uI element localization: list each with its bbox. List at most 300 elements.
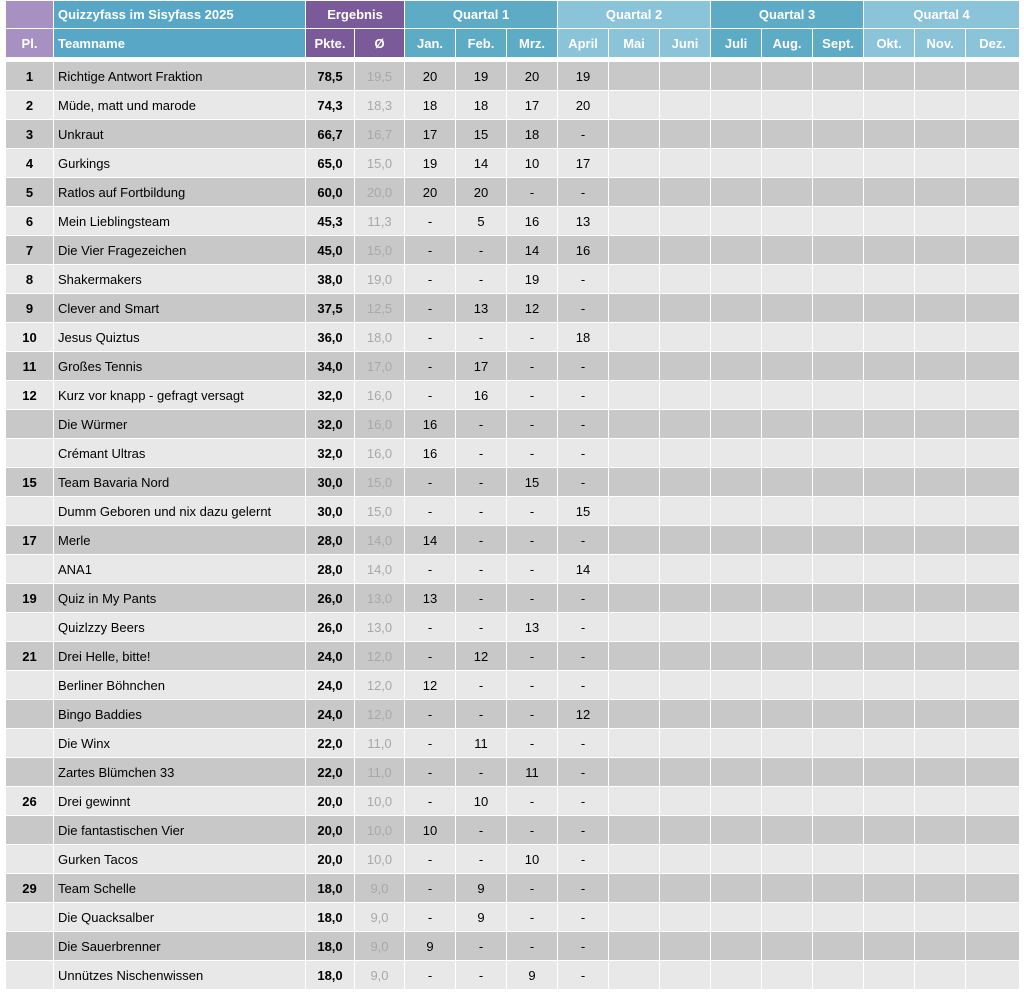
month-score-cell[interactable] [609, 265, 660, 294]
place-cell[interactable] [6, 816, 54, 845]
month-score-cell[interactable] [813, 149, 864, 178]
month-score-cell[interactable] [762, 932, 813, 961]
month-score-cell[interactable] [660, 265, 711, 294]
month-score-cell[interactable] [915, 294, 966, 323]
month-score-cell[interactable] [966, 265, 1020, 294]
month-score-cell[interactable]: - [456, 584, 507, 613]
month-score-cell[interactable]: - [405, 236, 456, 265]
month-score-cell[interactable] [966, 758, 1020, 787]
month-score-cell[interactable]: - [558, 526, 609, 555]
month-score-cell[interactable] [813, 700, 864, 729]
month-score-cell[interactable] [609, 787, 660, 816]
team-name-cell[interactable]: Crémant Ultras [54, 439, 306, 468]
month-score-cell[interactable]: - [456, 932, 507, 961]
month-score-cell[interactable] [762, 729, 813, 758]
average-cell[interactable]: 10,0 [355, 816, 405, 845]
month-score-cell[interactable] [813, 729, 864, 758]
month-score-cell[interactable] [609, 816, 660, 845]
month-score-cell[interactable] [762, 787, 813, 816]
month-score-cell[interactable] [915, 497, 966, 526]
month-score-cell[interactable] [813, 584, 864, 613]
month-score-cell[interactable]: 19 [405, 149, 456, 178]
month-score-cell[interactable]: - [558, 845, 609, 874]
month-score-cell[interactable] [711, 613, 762, 642]
month-score-cell[interactable]: - [558, 816, 609, 845]
month-score-cell[interactable]: 11 [507, 758, 558, 787]
month-score-cell[interactable] [609, 178, 660, 207]
month-score-cell[interactable] [660, 439, 711, 468]
month-score-cell[interactable]: - [558, 468, 609, 497]
place-cell[interactable] [6, 700, 54, 729]
place-cell[interactable] [6, 439, 54, 468]
month-score-cell[interactable]: - [507, 323, 558, 352]
month-score-cell[interactable] [864, 265, 915, 294]
month-score-cell[interactable]: - [507, 787, 558, 816]
month-score-cell[interactable]: - [558, 874, 609, 903]
month-score-cell[interactable] [711, 236, 762, 265]
month-score-cell[interactable]: 15 [456, 120, 507, 149]
month-score-cell[interactable]: 12 [558, 700, 609, 729]
month-score-cell[interactable] [711, 932, 762, 961]
month-score-cell[interactable]: 14 [507, 236, 558, 265]
table-row[interactable] [6, 816, 1020, 845]
month-score-cell[interactable] [762, 149, 813, 178]
month-score-cell[interactable] [609, 207, 660, 236]
place-cell[interactable]: 29 [6, 874, 54, 903]
month-score-cell[interactable] [813, 91, 864, 120]
month-score-cell[interactable] [762, 294, 813, 323]
month-score-cell[interactable] [813, 874, 864, 903]
month-score-cell[interactable]: 18 [558, 323, 609, 352]
month-score-cell[interactable] [864, 642, 915, 671]
month-score-cell[interactable] [609, 671, 660, 700]
table-row[interactable] [6, 352, 1020, 381]
month-score-cell[interactable] [864, 613, 915, 642]
table-row[interactable] [6, 120, 1020, 149]
points-cell[interactable]: 78,5 [306, 62, 355, 91]
month-score-cell[interactable] [864, 410, 915, 439]
month-score-cell[interactable] [609, 642, 660, 671]
month-score-cell[interactable] [966, 787, 1020, 816]
month-score-cell[interactable] [609, 381, 660, 410]
month-score-cell[interactable]: 19 [456, 62, 507, 91]
month-score-cell[interactable] [864, 497, 915, 526]
average-cell[interactable]: 20,0 [355, 178, 405, 207]
month-score-cell[interactable] [660, 874, 711, 903]
month-score-cell[interactable] [813, 903, 864, 932]
month-score-cell[interactable] [813, 294, 864, 323]
month-score-cell[interactable] [711, 149, 762, 178]
month-score-cell[interactable]: - [405, 729, 456, 758]
month-score-cell[interactable]: 9 [405, 932, 456, 961]
month-score-cell[interactable] [609, 613, 660, 642]
month-score-cell[interactable] [813, 323, 864, 352]
month-score-cell[interactable] [762, 468, 813, 497]
points-cell[interactable]: 32,0 [306, 410, 355, 439]
month-score-cell[interactable] [966, 729, 1020, 758]
team-name-cell[interactable]: Drei Helle, bitte! [54, 642, 306, 671]
average-cell[interactable]: 12,0 [355, 642, 405, 671]
month-score-cell[interactable]: 15 [558, 497, 609, 526]
month-score-cell[interactable] [864, 439, 915, 468]
table-row[interactable] [6, 729, 1020, 758]
month-score-cell[interactable] [813, 932, 864, 961]
points-cell[interactable]: 26,0 [306, 613, 355, 642]
team-name-cell[interactable]: Die fantastischen Vier [54, 816, 306, 845]
team-name-cell[interactable]: Großes Tennis [54, 352, 306, 381]
table-row[interactable] [6, 236, 1020, 265]
month-score-cell[interactable] [915, 62, 966, 91]
team-name-cell[interactable]: Die Sauerbrenner [54, 932, 306, 961]
place-cell[interactable]: 1 [6, 62, 54, 91]
points-cell[interactable]: 18,0 [306, 903, 355, 932]
month-score-cell[interactable]: 9 [456, 874, 507, 903]
month-score-cell[interactable] [762, 874, 813, 903]
month-score-cell[interactable] [711, 526, 762, 555]
month-score-cell[interactable]: - [507, 903, 558, 932]
month-score-cell[interactable] [660, 845, 711, 874]
average-cell[interactable]: 9,0 [355, 961, 405, 990]
month-score-cell[interactable]: - [558, 410, 609, 439]
points-cell[interactable]: 26,0 [306, 584, 355, 613]
month-score-cell[interactable] [864, 729, 915, 758]
table-row[interactable] [6, 439, 1020, 468]
month-score-cell[interactable] [915, 613, 966, 642]
month-score-cell[interactable] [813, 671, 864, 700]
month-score-cell[interactable] [966, 497, 1020, 526]
month-score-cell[interactable] [711, 352, 762, 381]
month-score-cell[interactable] [915, 584, 966, 613]
month-score-cell[interactable]: - [558, 671, 609, 700]
month-score-cell[interactable] [966, 91, 1020, 120]
team-name-cell[interactable]: ANA1 [54, 555, 306, 584]
month-score-cell[interactable]: - [456, 961, 507, 990]
month-score-cell[interactable]: - [507, 178, 558, 207]
month-score-cell[interactable]: - [507, 642, 558, 671]
month-score-cell[interactable]: - [405, 787, 456, 816]
place-cell[interactable]: 21 [6, 642, 54, 671]
team-name-cell[interactable]: Team Bavaria Nord [54, 468, 306, 497]
month-score-cell[interactable]: 16 [405, 410, 456, 439]
month-score-cell[interactable] [660, 729, 711, 758]
month-score-cell[interactable]: 18 [456, 91, 507, 120]
month-score-cell[interactable]: - [558, 178, 609, 207]
month-score-cell[interactable] [813, 236, 864, 265]
month-score-cell[interactable] [813, 207, 864, 236]
col-header-average[interactable]: Ø [355, 29, 405, 58]
col-header-jan[interactable]: Jan. [405, 29, 456, 58]
month-score-cell[interactable]: - [405, 845, 456, 874]
month-score-cell[interactable]: - [558, 584, 609, 613]
month-score-cell[interactable]: 13 [456, 294, 507, 323]
month-score-cell[interactable]: - [507, 555, 558, 584]
month-score-cell[interactable]: - [456, 265, 507, 294]
month-score-cell[interactable] [711, 642, 762, 671]
month-score-cell[interactable] [660, 91, 711, 120]
average-cell[interactable]: 9,0 [355, 903, 405, 932]
table-row[interactable] [6, 932, 1020, 961]
month-score-cell[interactable]: 20 [405, 178, 456, 207]
month-score-cell[interactable] [915, 700, 966, 729]
month-score-cell[interactable]: - [456, 758, 507, 787]
month-score-cell[interactable] [915, 816, 966, 845]
points-cell[interactable]: 45,0 [306, 236, 355, 265]
table-row[interactable] [6, 700, 1020, 729]
month-score-cell[interactable] [966, 149, 1020, 178]
month-score-cell[interactable]: - [507, 381, 558, 410]
month-score-cell[interactable] [711, 468, 762, 497]
month-score-cell[interactable] [609, 439, 660, 468]
month-score-cell[interactable] [609, 758, 660, 787]
points-cell[interactable]: 24,0 [306, 642, 355, 671]
month-score-cell[interactable] [609, 903, 660, 932]
table-row[interactable] [6, 845, 1020, 874]
month-score-cell[interactable] [660, 352, 711, 381]
place-cell[interactable] [6, 555, 54, 584]
place-cell[interactable]: 5 [6, 178, 54, 207]
points-cell[interactable]: 65,0 [306, 149, 355, 178]
points-cell[interactable]: 20,0 [306, 816, 355, 845]
month-score-cell[interactable] [915, 236, 966, 265]
month-score-cell[interactable] [711, 91, 762, 120]
month-score-cell[interactable] [966, 961, 1020, 990]
month-score-cell[interactable] [966, 178, 1020, 207]
place-cell[interactable] [6, 497, 54, 526]
average-cell[interactable]: 11,0 [355, 758, 405, 787]
month-score-cell[interactable] [813, 787, 864, 816]
col-header-mai[interactable]: Mai [609, 29, 660, 58]
place-cell[interactable]: 19 [6, 584, 54, 613]
month-score-cell[interactable] [609, 120, 660, 149]
average-cell[interactable]: 15,0 [355, 236, 405, 265]
month-score-cell[interactable] [864, 816, 915, 845]
month-score-cell[interactable] [915, 932, 966, 961]
table-row[interactable] [6, 961, 1020, 990]
place-cell[interactable]: 10 [6, 323, 54, 352]
points-cell[interactable]: 28,0 [306, 526, 355, 555]
month-score-cell[interactable] [966, 584, 1020, 613]
month-score-cell[interactable]: - [507, 410, 558, 439]
month-score-cell[interactable] [711, 729, 762, 758]
col-header-okt[interactable]: Okt. [864, 29, 915, 58]
table-row[interactable] [6, 758, 1020, 787]
month-score-cell[interactable] [660, 787, 711, 816]
month-score-cell[interactable] [915, 642, 966, 671]
points-cell[interactable]: 38,0 [306, 265, 355, 294]
place-cell[interactable] [6, 671, 54, 700]
month-score-cell[interactable]: 16 [456, 381, 507, 410]
place-cell[interactable]: 6 [6, 207, 54, 236]
month-score-cell[interactable]: - [558, 294, 609, 323]
average-cell[interactable]: 15,0 [355, 468, 405, 497]
table-row[interactable] [6, 584, 1020, 613]
month-score-cell[interactable]: 16 [507, 207, 558, 236]
month-score-cell[interactable] [864, 468, 915, 497]
month-score-cell[interactable] [711, 265, 762, 294]
month-score-cell[interactable] [915, 120, 966, 149]
team-name-cell[interactable]: Team Schelle [54, 874, 306, 903]
month-score-cell[interactable] [711, 120, 762, 149]
average-cell[interactable]: 12,0 [355, 700, 405, 729]
month-score-cell[interactable]: 10 [507, 845, 558, 874]
month-score-cell[interactable] [609, 62, 660, 91]
month-score-cell[interactable] [915, 149, 966, 178]
month-score-cell[interactable]: - [507, 932, 558, 961]
month-score-cell[interactable]: - [405, 207, 456, 236]
average-cell[interactable]: 16,0 [355, 439, 405, 468]
month-score-cell[interactable] [864, 526, 915, 555]
month-score-cell[interactable] [762, 845, 813, 874]
points-cell[interactable]: 18,0 [306, 874, 355, 903]
month-score-cell[interactable] [864, 120, 915, 149]
month-score-cell[interactable]: 12 [456, 642, 507, 671]
team-name-cell[interactable]: Merle [54, 526, 306, 555]
month-score-cell[interactable] [813, 410, 864, 439]
month-score-cell[interactable]: 11 [456, 729, 507, 758]
table-row[interactable] [6, 323, 1020, 352]
average-cell[interactable]: 16,7 [355, 120, 405, 149]
month-score-cell[interactable] [813, 845, 864, 874]
month-score-cell[interactable] [711, 758, 762, 787]
month-score-cell[interactable] [966, 700, 1020, 729]
month-score-cell[interactable] [762, 91, 813, 120]
month-score-cell[interactable]: - [405, 468, 456, 497]
month-score-cell[interactable] [762, 381, 813, 410]
month-score-cell[interactable] [660, 410, 711, 439]
month-score-cell[interactable] [660, 932, 711, 961]
month-score-cell[interactable]: - [405, 642, 456, 671]
month-score-cell[interactable] [864, 555, 915, 584]
month-score-cell[interactable] [660, 381, 711, 410]
team-name-cell[interactable]: Unnützes Nischenwissen [54, 961, 306, 990]
month-score-cell[interactable]: 13 [405, 584, 456, 613]
average-cell[interactable]: 18,3 [355, 91, 405, 120]
team-name-cell[interactable]: Die Quacksalber [54, 903, 306, 932]
team-name-cell[interactable]: Die Winx [54, 729, 306, 758]
month-score-cell[interactable] [813, 381, 864, 410]
month-score-cell[interactable]: - [558, 613, 609, 642]
month-score-cell[interactable] [915, 323, 966, 352]
month-score-cell[interactable]: - [507, 671, 558, 700]
month-score-cell[interactable]: - [456, 700, 507, 729]
average-cell[interactable]: 17,0 [355, 352, 405, 381]
month-score-cell[interactable] [660, 642, 711, 671]
month-score-cell[interactable] [609, 468, 660, 497]
month-score-cell[interactable] [915, 178, 966, 207]
month-score-cell[interactable] [966, 526, 1020, 555]
points-cell[interactable]: 24,0 [306, 700, 355, 729]
month-score-cell[interactable] [711, 207, 762, 236]
table-row[interactable] [6, 903, 1020, 932]
table-row[interactable] [6, 381, 1020, 410]
average-cell[interactable]: 12,0 [355, 671, 405, 700]
month-score-cell[interactable]: - [507, 439, 558, 468]
month-score-cell[interactable] [660, 236, 711, 265]
month-score-cell[interactable] [762, 352, 813, 381]
team-name-cell[interactable]: Drei gewinnt [54, 787, 306, 816]
month-score-cell[interactable] [864, 961, 915, 990]
month-score-cell[interactable]: - [456, 671, 507, 700]
month-score-cell[interactable] [915, 671, 966, 700]
average-cell[interactable]: 16,0 [355, 410, 405, 439]
month-score-cell[interactable]: 20 [507, 62, 558, 91]
month-score-cell[interactable] [864, 207, 915, 236]
average-cell[interactable]: 9,0 [355, 932, 405, 961]
month-score-cell[interactable]: - [456, 323, 507, 352]
month-score-cell[interactable] [609, 294, 660, 323]
month-score-cell[interactable] [762, 265, 813, 294]
month-score-cell[interactable]: - [558, 439, 609, 468]
month-score-cell[interactable]: - [558, 381, 609, 410]
col-header-juli[interactable]: Juli [711, 29, 762, 58]
points-cell[interactable]: 20,0 [306, 845, 355, 874]
month-score-cell[interactable] [711, 62, 762, 91]
month-score-cell[interactable] [813, 120, 864, 149]
month-score-cell[interactable] [660, 62, 711, 91]
month-score-cell[interactable] [813, 613, 864, 642]
team-name-cell[interactable]: Shakermakers [54, 265, 306, 294]
month-score-cell[interactable] [762, 961, 813, 990]
average-cell[interactable]: 15,0 [355, 497, 405, 526]
month-score-cell[interactable]: - [558, 787, 609, 816]
month-score-cell[interactable] [609, 874, 660, 903]
month-score-cell[interactable] [915, 845, 966, 874]
month-score-cell[interactable] [813, 642, 864, 671]
month-score-cell[interactable] [711, 874, 762, 903]
month-score-cell[interactable] [609, 410, 660, 439]
month-score-cell[interactable] [864, 323, 915, 352]
place-cell[interactable]: 26 [6, 787, 54, 816]
points-cell[interactable]: 32,0 [306, 439, 355, 468]
place-cell[interactable]: 12 [6, 381, 54, 410]
place-cell[interactable] [6, 729, 54, 758]
month-score-cell[interactable] [711, 323, 762, 352]
month-score-cell[interactable] [762, 671, 813, 700]
month-score-cell[interactable]: - [558, 758, 609, 787]
month-score-cell[interactable]: - [507, 700, 558, 729]
month-score-cell[interactable] [711, 178, 762, 207]
month-score-cell[interactable] [966, 613, 1020, 642]
points-cell[interactable]: 18,0 [306, 932, 355, 961]
month-score-cell[interactable] [762, 439, 813, 468]
month-score-cell[interactable]: - [456, 468, 507, 497]
month-score-cell[interactable] [915, 352, 966, 381]
month-score-cell[interactable]: - [456, 613, 507, 642]
month-score-cell[interactable]: - [507, 874, 558, 903]
points-cell[interactable]: 28,0 [306, 555, 355, 584]
month-score-cell[interactable] [915, 903, 966, 932]
points-cell[interactable]: 45,3 [306, 207, 355, 236]
month-score-cell[interactable] [660, 613, 711, 642]
month-score-cell[interactable] [609, 497, 660, 526]
table-row[interactable] [6, 642, 1020, 671]
month-score-cell[interactable] [609, 149, 660, 178]
place-cell[interactable]: 3 [6, 120, 54, 149]
month-score-cell[interactable] [864, 758, 915, 787]
month-score-cell[interactable] [711, 294, 762, 323]
points-cell[interactable]: 60,0 [306, 178, 355, 207]
month-score-cell[interactable] [762, 410, 813, 439]
points-cell[interactable]: 24,0 [306, 671, 355, 700]
month-score-cell[interactable] [864, 91, 915, 120]
month-score-cell[interactable]: 16 [558, 236, 609, 265]
month-score-cell[interactable] [762, 642, 813, 671]
month-score-cell[interactable] [915, 410, 966, 439]
month-score-cell[interactable]: 17 [456, 352, 507, 381]
month-score-cell[interactable] [864, 845, 915, 874]
team-name-cell[interactable]: Jesus Quiztus [54, 323, 306, 352]
table-row[interactable] [6, 497, 1020, 526]
